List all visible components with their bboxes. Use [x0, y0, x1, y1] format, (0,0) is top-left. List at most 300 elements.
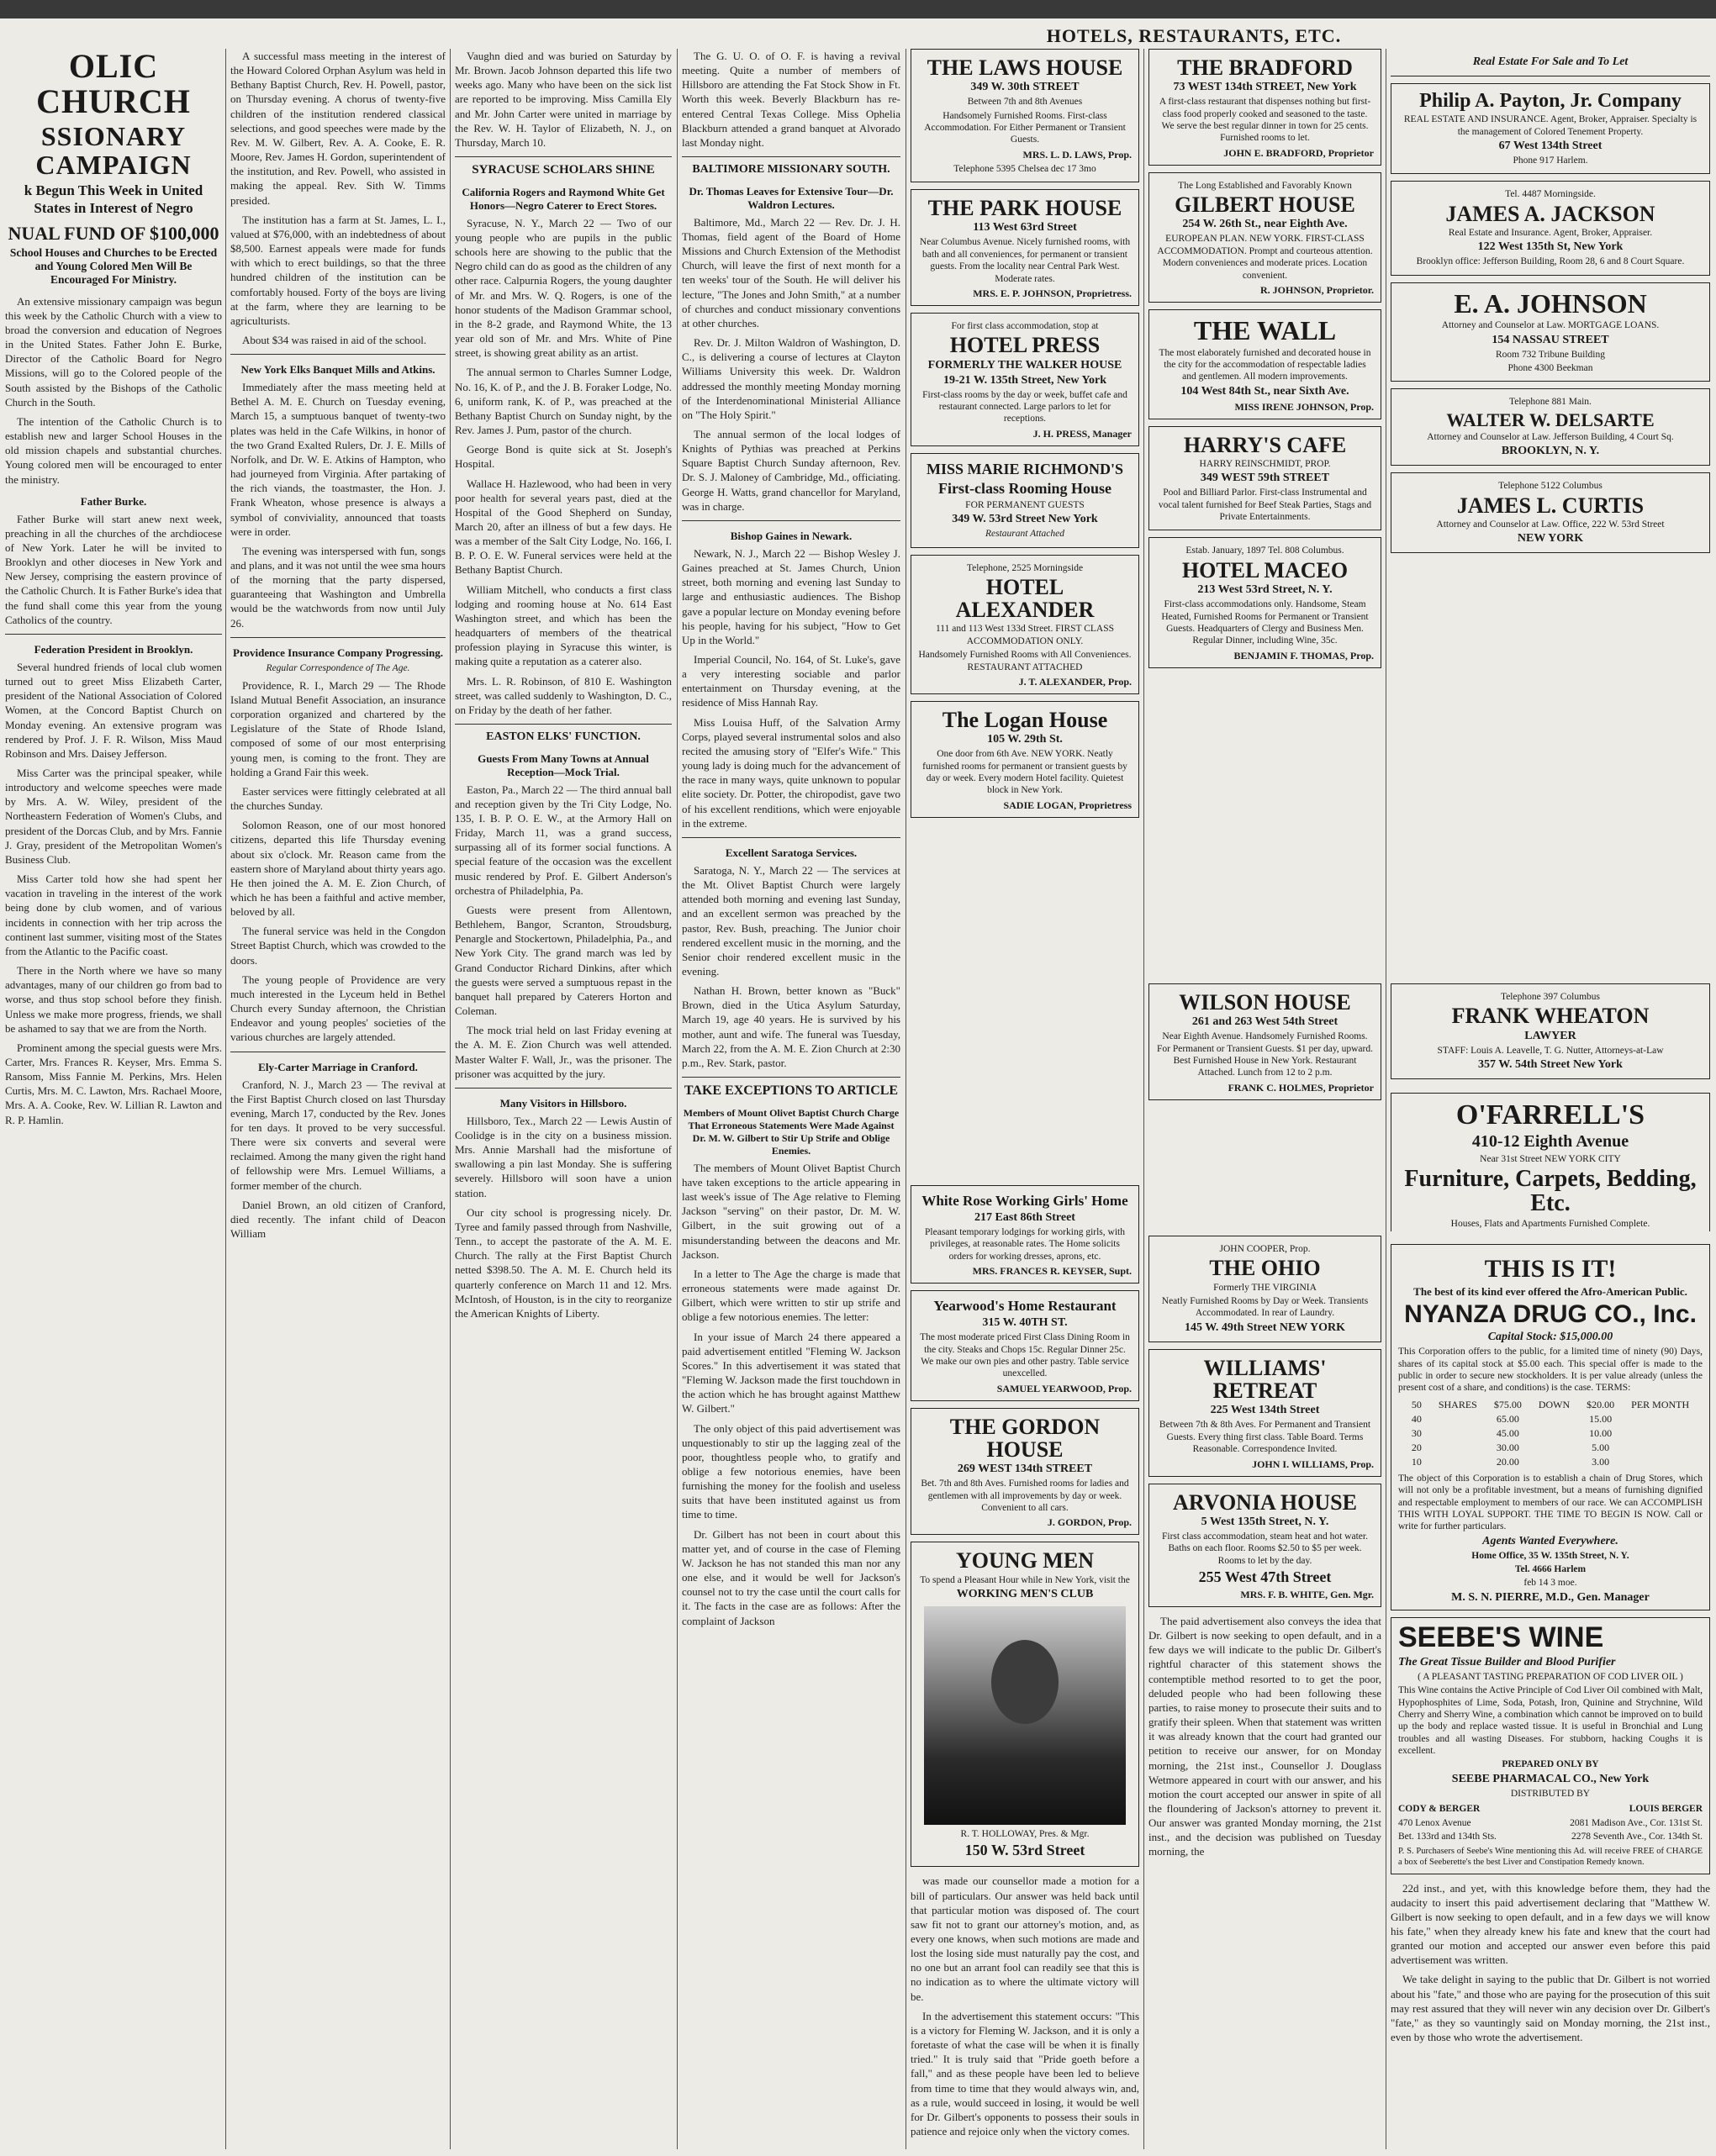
column-6-lower-ads: [1148, 1236, 1381, 2149]
ad-nyanza: [1391, 1244, 1710, 1610]
ad-telephone: Telephone 397 Columbus: [1500, 992, 1600, 1002]
ad-address: 105 W. 29th St.: [987, 733, 1063, 746]
article-paragraph: Hillsboro, Tex., March 22 — Lewis Austin of Coolidge is in the city on a business mission. Mrs. Annie Marshall had the misfortune of swallowing a pin last Monday. She is suffering severely. Hillsboro will soon have a union station.: [455, 1114, 672, 1199]
ad-address: 217 East 86th Street: [974, 1211, 1075, 1224]
ad-proprietor: JOHN E. BRADFORD, Proprietor: [1223, 146, 1374, 159]
deck-fund: NUAL FUND OF $100,000: [8, 222, 219, 244]
ad-proprietor: R. JOHNSON, Proprietor.: [1260, 283, 1374, 296]
subhead: Bishop Gaines in Newark.: [730, 529, 853, 542]
ad-the-ohio: [1148, 1236, 1381, 1342]
ad-proprietor: JOHN I. WILLIAMS, Prop.: [1252, 1458, 1374, 1470]
ad-proprietor: MRS. F. B. WHITE, Gen. Mgr.: [1240, 1588, 1374, 1600]
ad-address: 261 and 263 West 54th Street: [1191, 1015, 1338, 1029]
headline: OLIC CHURCH: [36, 49, 191, 120]
shares-cell: [1530, 1455, 1578, 1469]
shares-cell: [1623, 1426, 1698, 1441]
shares-cell: 50: [1411, 1398, 1422, 1410]
article-paragraph: Baltimore, Md., March 22 — Rev. Dr. J. H. Thomas, field agent of the Board of Home Missions and Church Extension of the Methodist Church, will leave the first of next month for a ten weeks' tour of the South. He will deliver his lecture, "The Jones and John Smith," at a number of churches and conduct missionary conventions at other churches.: [682, 215, 900, 329]
column-5-lower: [911, 1185, 1139, 2149]
ad-body: Furniture, Carpets, Bedding, Etc.: [1404, 1166, 1697, 1217]
ad-tagline: The Great Tissue Builder and Blood Purifier: [1398, 1655, 1616, 1668]
article-paragraph: Wallace H. Hazlewood, who had been in very poor health for several years past, died at the Hospital of the Good Shepherd on Sunday, March 20, after an illness of but a few days. He was a member of the Salt City Lodge, No. 166, I. B. P. O. E. W. Funeral services were held at the Bethany Baptist Church.: [455, 477, 672, 577]
article-headline: TAKE EXCEPTIONS TO ARTICLE: [684, 1083, 899, 1099]
article-paragraph: William Mitchell, who conducts a first class lodging and rooming house at No. 614 East Washington street, and which has been the headquarters of members of the theatrical profession playing in Syracuse this winter, is making quite a reputation as a caterer also.: [455, 582, 672, 668]
ad-white-rose: [911, 1185, 1139, 1284]
ad-proprietor: MRS. E. P. JOHNSON, Proprietress.: [973, 287, 1132, 299]
ad-proprietor: J. T. ALEXANDER, Prop.: [1018, 675, 1132, 688]
ad-body: The object of this Corporation is to establish a chain of Drug Stores, which will not only be a profitable investment, but a means of furnishing dignified and respectable employment to members of our race. We can ACCOMPLISH THIS WITH LOYAL SUPPORT. THE TIME TO BEGIN IS NOW. Call or write for further particulars.: [1398, 1473, 1703, 1532]
ad-body: Houses, Flats and Apartments Furnished Complete.: [1450, 1218, 1650, 1229]
article-paragraph: Syracuse, N. Y., March 22 — Two of our young people who are pupils in the public schools here are showing to the public that the Negro child can do as good as the children of any other race. Calpurnia Rogers, the young daughter of Mr. and Mrs. W. Q. Rogers, is one of the honor students of the Madison Grammar school, in the 8-2 grade, and Raymond White, the 13 year old son of Mr. and Mrs. White of Pine street, is showing great ability as an artist.: [455, 216, 672, 360]
dateline: Regular Correspondence of The Age.: [266, 662, 410, 673]
shares-row: [1403, 1441, 1698, 1455]
ad-section: Real Estate For Sale and To Let: [1472, 55, 1629, 68]
shares-cell: SHARES: [1438, 1398, 1477, 1410]
ad-name: JAMES L. CURTIS: [1456, 493, 1645, 518]
article-paragraph: Our city school is progressing nicely. Dr. Tyree and family passed through from Nashville, Tenn., to accept the pastorate of the A. M. E. Church. The rally at the First Baptist Church netted $398.50. The A. M. E. Church held its quarterly conference on March 11 and 12. Mrs. McIntosh, of Houston, is in the city to reorganize the American Knights of Liberty.: [455, 1205, 672, 1320]
ad-address: 225 West 134th Street: [1210, 1404, 1320, 1417]
ad-body: Estab. January, 1897 Tel. 808 Columbus.: [1185, 546, 1344, 556]
ad-address: 150 W. 53rd Street: [964, 1842, 1085, 1859]
ad-telephone: Telephone 5395 Chelsea dec 17 3mo: [953, 163, 1096, 174]
ad-body: To spend a Pleasant Hour while in New York, visit the: [920, 1574, 1130, 1585]
article-paragraph: The paid advertisement also conveys the idea that Dr. Gilbert is now seeking to open default, and in a few days we will indicate to the public Dr. Gilbert's rightful character of this statement shows the contemptible method resorted to to get the poor, deluded people who had been following these parties, to raise money to prosecute their suits and to gratify their spleen. When that statement was written it was already known that the court had granted our petition to receive our answer, for on Monday morning, the 21st inst., Counsellor J. Douglass Wetmore appeared in court with our answer, and his motion the court accepted our answer in spite of all the floundering of Jackson's attorney to prevent it. Our answer was granted Monday morning, the 21st inst., and the decision was published on Tuesday morning, the: [1148, 1614, 1381, 1858]
shares-cell: [1430, 1412, 1486, 1426]
ad-address: 349 WEST 59th STREET: [1200, 472, 1330, 485]
ad-title: THIS IS IT!: [1484, 1255, 1617, 1283]
shares-cell: 40: [1411, 1412, 1422, 1425]
ad-body: Room 732 Tribune Building: [1495, 349, 1606, 360]
ad-body: P. S. Purchasers of Seebe's Wine mentioning this Ad. will receive FREE of CHARGE a box of Seeberette's the best Liver and Constipation Remedy known.: [1398, 1847, 1703, 1868]
ad-caption: R. T. HOLLOWAY, Pres. & Mgr.: [960, 1829, 1090, 1840]
article-paragraph: Imperial Council, No. 164, of St. Luke's, gave a very interesting sociable and parlor entertainment on Thursday evening, at the residence of Miss Hannah Ray.: [682, 653, 900, 709]
ad-address: 357 W. 54th Street New York: [1478, 1058, 1623, 1072]
shares-cell: 20.00: [1496, 1455, 1519, 1468]
ad-body: The most moderate priced First Class Dining Room in the city. Steaks and Chops 15c. Regular Dinner 25c. We make our own pies and other pastry. Table service unexcelled.: [920, 1332, 1130, 1379]
ad-body: REAL ESTATE AND INSURANCE. Agent, Broker, Appraiser. Specialty is the management of Colored Tenement Property.: [1403, 114, 1698, 137]
ad-body: The Long Established and Favorably Known: [1178, 180, 1352, 191]
ad-body: STAFF: Louis A. Leavelle, T. G. Nutter, Attorneys-at-Law: [1437, 1045, 1664, 1056]
article-paragraph: About $34 was raised in aid of the school.: [242, 333, 427, 346]
ad-name: GILBERT HOUSE: [1175, 192, 1355, 218]
ad-body: Pleasant temporary lodgings for working girls, with privileges, at reasonable rates. The Home solicits orders for working dresses, aprons, etc.: [925, 1227, 1125, 1262]
ad-address: 113 West 63rd Street: [973, 221, 1077, 235]
article-paragraph: A successful mass meeting in the interest of the Howard Colored Orphan Asylum was held in Bethany Baptist Church, Rev. H. Powell, pastor, on Thursday evening. A chorus of twenty-five children of the institution rendered classical selections, and good speeches were made by the Rev. M. W. Gilbert, Rev. A. A. Cooke, E. R. Moore, Rev. James H. Gordon, superintendent of the institution, and Rev. Powell, who assisted in making the appeal. Rev. Sith W. Timms presided.: [230, 50, 446, 207]
ad-name: THE GORDON HOUSE: [949, 1414, 1101, 1462]
ad-address: NEW YORK: [1517, 532, 1584, 546]
ad-yearwood: [911, 1290, 1139, 1401]
ad-telephone: Phone 4300 Beekman: [1507, 363, 1593, 374]
article-headline: BALTIMORE MISSIONARY SOUTH.: [692, 163, 890, 177]
ad-proprietor: J. GORDON, Prop.: [1047, 1516, 1132, 1529]
ad-body: This Corporation offers to the public, for a limited time of ninety (90) Days, shares of its capital stock at $5.00 each. This special offer is made to the public in order to secure new stockholders. It is per value already (unless the present cost of a share, and conditions) is the case. TERMS:: [1398, 1347, 1703, 1394]
ad-arvonia-house: [1148, 1484, 1381, 1607]
article-paragraph: Miss Carter told how she had spent her vacation in traveling in the interest of the work being done by club women, and of various incidents in connection with her trip across the continent last summer, visiting most of the States from the Atlantic to the Pacific coast.: [5, 872, 222, 957]
deck: k Begun This Week in United States in Interest of Negro: [24, 182, 203, 216]
ad-address: 269 WEST 134th STREET: [957, 1463, 1093, 1476]
ad-name: THE BRADFORD: [1177, 55, 1353, 80]
ad-ea-johnson: [1391, 282, 1710, 382]
ad-address: 254 W. 26th St., near Eighth Ave.: [1182, 218, 1348, 231]
article-paragraph: Mrs. L. R. Robinson, of 810 E. Washington street, was called suddenly to Washington, D. C., on Friday by the death of her father.: [455, 674, 672, 716]
article-paragraph: Guests were present from Allentown, Bethlehem, Bangor, Scranton, Stroudsburg, Penargle and Stockertown, Philadelphia, Pa., and New York City. The grand march was led by Grand Conductor Richard Dinkins, after which the guests were served a sumptuous repast in the banquet hall prepared by Caterers Horton and Coleman.: [455, 903, 672, 1018]
big-ads-region: [1391, 1244, 1710, 2149]
shares-row: [1403, 1455, 1698, 1469]
ad-address: 154 NASSAU STREET: [1492, 333, 1609, 346]
ad-body: EUROPEAN PLAN. NEW YORK. FIRST-CLASS ACCOMMODATION. Prompt and courteous attention. Modern conveniences and moderate prices. Location convenient.: [1157, 234, 1373, 281]
article-paragraph: Easton, Pa., March 22 — The third annual ball and reception given by the Tri City Lodge, No. 135, I. B. P. O. E. W., at the Armory Hall on Friday, March 11, was a grand success, surpassing all of its former social functions. A special feature of the occasion was the excellent music rendered by Prof. E. Gilbert Anderson's orchestra of Philadelphia, Pa.: [455, 783, 672, 897]
article-paragraph: Daniel Brown, an old citizen of Cranford, died recently. The infant child of Deacon William: [230, 1198, 446, 1241]
article-paragraph: Father Burke will start anew next week, preaching in all the churches of the archdiocese of New York. Later he will be invited to Brooklyn and other dioceses in New York and New Jersey, comprising the eastern province of the Catholic Church. It is Father Burke's idea that the fund shall come this year from the young Catholics of the country.: [5, 512, 222, 626]
article-paragraph: was made our counsellor made a motion for a bill of particulars. Our answer was held back until that particular motion was disposed of. The court saw fit not to grant our attorney's motion, and, as every one knows, when such motions are made and lost the losing side must naturally pay the cost, and no one but an arrant fool can readily see that this is no indication as to where the ultimate victory will be.: [911, 1874, 1139, 2003]
ad-payton: [1391, 83, 1710, 174]
ad-proprietor: BENJAMIN F. THOMAS, Prop.: [1233, 649, 1374, 662]
ad-name: HARRY'S CAFE: [1183, 432, 1347, 457]
ad-name: SEEBE'S WINE: [1398, 1621, 1604, 1653]
ad-name: E. A. JOHNSON: [1454, 287, 1647, 319]
ad-telephone: Tel. 4666 Harlem: [1514, 1564, 1587, 1574]
article-paragraph: The members of Mount Olivet Baptist Church have taken exceptions to the article appearing in last week's issue of The Age relative to Fleming Jackson "serving" on their pastor, Dr. M. W. Gilbert, in the suit growing out of a misunderstanding between the deacons and Mr. Jackson.: [682, 1161, 900, 1261]
ad-proprietor: HARRY REINSCHMIDT, PROP.: [1199, 458, 1331, 469]
ad-body: Near Eighth Avenue. Handsomely Furnished Rooms. For Permanent or Transient Guests. $1 per day, upward. Best Furnished House in New York. Restaurant Attached. Lunch from 12 to 2 p.m.: [1156, 1031, 1373, 1078]
section-title: HOTELS, RESTAURANTS, ETC.: [1046, 25, 1342, 46]
column-7-furniture: [1391, 1093, 1710, 1231]
ad-body: One door from 6th Ave. NEW YORK. Neatly furnished rooms for permanent or transient guests by day or week. Every modern Hotel facility. Quietest block in New York.: [922, 749, 1127, 796]
subhead: Providence Insurance Company Progressing.: [233, 646, 443, 659]
ad-body: FOR PERMANENT GUESTS: [965, 499, 1085, 510]
shares-cell: [1430, 1455, 1486, 1469]
shares-cell: [1430, 1426, 1486, 1441]
shares-cell: 10.00: [1589, 1426, 1613, 1439]
ad-address: 470 Lenox Avenue: [1398, 1817, 1471, 1828]
ad-distributor: CODY & BERGER: [1398, 1804, 1481, 1815]
shares-cell: 15.00: [1589, 1412, 1613, 1425]
shares-cell: 65.00: [1496, 1412, 1519, 1425]
ad-name: THE LAWS HOUSE: [927, 55, 1123, 80]
column-1: [5, 49, 222, 2149]
ad-proprietor: MRS. FRANCES R. KEYSER, Supt.: [972, 1265, 1132, 1278]
ad-body: DISTRIBUTED BY: [1510, 1788, 1591, 1799]
shares-cell: 20: [1411, 1441, 1422, 1453]
article-paragraph: Vaughn died and was buried on Saturday by Mr. Brown. Jacob Johnson departed this life two weeks ago. Many who have been on the sick list are reported to be improving. Miss Camilla Ely and Mr. John Carter were united in marriage by the Rev. W. H. Taylor of Elizabeth, N. J., on Thursday, March 10.: [455, 50, 672, 149]
ad-name: WALTER W. DELSARTE: [1446, 409, 1655, 430]
shares-cell: 10: [1411, 1455, 1422, 1468]
ad-name: MISS MARIE RICHMOND'S: [926, 460, 1124, 477]
ad-name: Yearwood's Home Restaurant: [933, 1298, 1117, 1315]
ad-proprietor: M. S. N. PIERRE, M.D., Gen. Manager: [1451, 1590, 1650, 1604]
ad-address: 315 W. 40TH ST.: [982, 1316, 1068, 1330]
article-paragraph: There in the North where we have so many advantages, many of our children go from bad to worse, and thus stop school before they finish. Unless we make more progress, friends, we shall be ashamed to say that we are from the North.: [5, 964, 222, 1035]
shares-table: [1403, 1398, 1698, 1469]
shares-row: [1403, 1398, 1698, 1412]
ad-name: O'FARRELL'S: [1455, 1099, 1645, 1131]
ad-proprietor: MISS IRENE JOHNSON, Prop.: [1234, 400, 1374, 413]
ad-company: SEEBE PHARMACAL CO., New York: [1451, 1772, 1650, 1785]
subhead: Dr. Thomas Leaves for Extensive Tour—Dr. Waldron Lectures.: [689, 184, 894, 211]
ad-name: WILSON HOUSE: [1179, 990, 1351, 1015]
column-2: [230, 49, 446, 2149]
ad-hotel-maceo: [1148, 537, 1381, 667]
article-paragraph: Miss Carter was the principal speaker, while introductory and welcome speeches were made by Mrs. A. W. Wiley, president of the Northeastern Federation of Women's Clubs, and president of the Dorcas Club, and by Mrs. Fannie J. Gray, president of the Metropolitan Women's Business Club.: [5, 767, 222, 866]
ad-body: First-class rooms by the day or week, buffet cafe and restaurant connected. Large parlors to let for receptions.: [922, 389, 1127, 424]
ad-hotel-alexander: [911, 555, 1139, 694]
ad-proprietor: SAMUEL YEARWOOD, Prop.: [996, 1382, 1132, 1394]
ad-the-wall: [1148, 309, 1381, 419]
ad-body: Bet. 7th and 8th Aves. Furnished rooms for ladies and gentlemen with all improvements by day or week. Convenient to all cars.: [921, 1479, 1129, 1513]
column-rule: [1143, 49, 1144, 2149]
article-headline: EASTON ELKS' FUNCTION.: [486, 730, 641, 743]
ad-body: First-class accommodations only. Handsome, Steam Heated, Furnished Rooms for Permanent or Transient Guests. Headquarters of Clergy and Business Men. Regular Dinner, including Wine, 35c.: [1161, 599, 1369, 646]
shares-cell: [1430, 1441, 1486, 1455]
ad-name: THE WALL: [1193, 314, 1337, 345]
ad-proprietor: SADIE LOGAN, Proprietress: [1003, 799, 1132, 811]
ad-body: LAWYER: [1524, 1029, 1576, 1042]
ad-body: PREPARED ONLY BY: [1502, 1759, 1599, 1770]
article-paragraph: Prominent among the special guests were Mrs. Carter, Mrs. Frances R. Keyser, Mrs. Emma S. Ransom, Miss Fannie M. Perkins, Mrs. Helen Curtis, Mrs. M. C. Lawton, Mrs. Rachael Moore, Mrs. A. A. Cooke, Rev. W. Lillian R. Lawton and R. P. Hamlin.: [5, 1041, 222, 1126]
deck-sub: School Houses and Churches to be Erected and Young Colored Men Will Be Encouraged For Ministry.: [9, 246, 218, 287]
article-paragraph: Cranford, N. J., March 23 — The revival at the First Baptist Church closed on last Thursday evening, March 17, conducted by the Rev. Jones for ten days. It proved to be very successful. There were six converts and several were reclaimed. Among the many given the right hand of fellowship were Mrs. Lemuel Williams, a former member of the church.: [230, 1078, 446, 1192]
subhead: Excellent Saratoga Services.: [725, 846, 858, 859]
ad-address: 349 W. 53rd Street New York: [952, 513, 1098, 526]
ad-name: HOTEL ALEXANDER: [955, 574, 1095, 623]
shares-row: [1403, 1426, 1698, 1441]
portrait-photo: [924, 1606, 1126, 1825]
shares-cell: $20.00: [1587, 1398, 1615, 1410]
ad-james-jackson: [1391, 181, 1710, 275]
subhead: New York Elks Banquet Mills and Atkins.: [240, 363, 436, 377]
ad-address: 213 West 53rd Street, N. Y.: [1197, 583, 1333, 597]
article-paragraph: Immediately after the mass meeting held at Bethel A. M. E. Church on Tuesday evening, March 15, a sumptuous banquet of twenty-two plates was held in the Cafe Wilkins, in honor of the two Grand Exalted Rulers, Dr. J. E. Mills of Norfolk, and Dr. W. E. Atkins of Hampton, who had journeyed from Virginia. After partaking of the rich viands, the toastmaster, the Hon. J. Frank Wheaton, whose presence is always a symbol of conviviality, announced that toasts were in order.: [230, 381, 446, 538]
ad-body: Pool and Billiard Parlor. First-class Instrumental and vocal talent furnished for Beef Steak Parties, Stags and Private Entertainments.: [1158, 488, 1372, 523]
ad-telephone: Phone 917 Harlem.: [1513, 155, 1588, 166]
ad-address: 5 West 135th Street, N. Y.: [1201, 1515, 1329, 1528]
shares-row: [1403, 1412, 1698, 1426]
ad-telephone: Telephone 5122 Columbus: [1498, 481, 1602, 492]
ad-harrys-cafe: [1148, 426, 1381, 531]
ad-body: This Wine contains the Active Principle of Cod Liver Oil combined with Malt, Hypophosphites of Lime, Soda, Potash, Iron, Quinine and Strychnine, Wild Cherry and Sherry Wine, a combination which cannot be improved on to build up the body and replace wasted tissue. It is useful in Bronchial and Lung troubles and all wasting Diseases. For stubborn, hacking Coughs it is excellent.: [1398, 1685, 1703, 1756]
ad-name: FRANK WHEATON: [1451, 1004, 1650, 1029]
shares-cell: [1530, 1412, 1578, 1426]
ad-address: 255 West 47th Street: [1198, 1568, 1332, 1585]
ad-address: 67 West 134th Street: [1498, 139, 1602, 152]
ad-section-header: [1391, 49, 1710, 76]
ad-seebe: [1391, 1617, 1710, 1874]
ad-body: Attorney and Counselor at Law. Jefferson Building, 4 Court Sq.: [1427, 431, 1674, 442]
ad-name: ARVONIA HOUSE: [1173, 1489, 1357, 1515]
ad-address: Near 31st Street NEW YORK CITY: [1480, 1153, 1621, 1164]
article-paragraph: Solomon Reason, one of our most honored citizens, departed this life Thursday evening about six o'clock. Mr. Reason came from the eastern shore of Maryland about thirty years ago. He then joined the A. M. E. Zion Church, of which he has been a faithful and active member, beloved by all.: [230, 819, 446, 919]
article-paragraph: The funeral service was held in the Congdon Street Baptist Church, which was crowded to the doors.: [230, 925, 446, 967]
shares-cell: [1623, 1412, 1698, 1426]
ad-hotel-press: [911, 313, 1139, 446]
column-rule: [450, 49, 451, 2149]
ad-ofarrell: [1391, 1093, 1710, 1231]
article-paragraph: The only object of this paid advertisement was unquestionably to stir up the lagging zeal of the poor, thoughtless people who, to gratify and oblige a few notorious enemies, have been furnishing the money for the foolish and useless suits that have been instituted against us from time to time.: [682, 1421, 900, 1521]
subhead: California Rogers and Raymond White Get Honors—Negro Caterer to Erect Stores.: [462, 185, 665, 212]
ad-body: Handsomely Furnished Rooms with All Conveniences. RESTAURANT ATTACHED: [918, 650, 1132, 672]
ad-richmond: [911, 453, 1139, 548]
shares-cell: $75.00: [1493, 1398, 1522, 1410]
ad-body: Handsomely Furnished Rooms. First-class Accommodation. For Either Permanent or Transient Guests.: [924, 110, 1126, 145]
ad-body: Agents Wanted Everywhere.: [1482, 1534, 1618, 1547]
ad-address: 410-12 Eighth Avenue: [1471, 1131, 1629, 1151]
ad-distributor: LOUIS BERGER: [1629, 1804, 1703, 1815]
subhead: Many Visitors in Hillsboro.: [499, 1096, 627, 1110]
ad-body: Attorney and Counselor at Law. Office, 222 W. 53rd Street: [1436, 519, 1665, 530]
ad-body: ( A PLEASANT TASTING PREPARATION OF COD LIVER OIL ): [1418, 1671, 1683, 1682]
ad-address: 111 and 113 West 133d Street. FIRST CLASS ACCOMMODATION ONLY.: [935, 624, 1115, 646]
ad-wilson-house: [1148, 983, 1381, 1100]
ad-body: Formerly THE VIRGINIA: [1213, 1282, 1317, 1293]
ad-name: Philip A. Payton, Jr. Company: [1419, 90, 1682, 112]
ad-name: WILLIAMS' RETREAT: [1203, 1355, 1327, 1404]
top-border: [0, 0, 1716, 18]
ad-address: 122 West 135th St, New York: [1477, 240, 1624, 254]
ad-body: First class accommodation, steam heat and hot water. Baths on each floor. Rooms $2.50 to $5 per week. Rooms to let by the day.: [1162, 1531, 1368, 1566]
shares-cell: PER MONTH: [1631, 1398, 1690, 1410]
shares-cell: 45.00: [1496, 1426, 1519, 1439]
ad-body: A first-class restaurant that dispenses nothing but first-class food properly cooked and seasoned to the taste. We serve the best regular dinner in town for 25 cents. Furnished rooms to let.: [1159, 97, 1371, 144]
headline-2: SSIONARY CAMPAIGN: [35, 121, 192, 180]
shares-cell: [1530, 1441, 1578, 1455]
ad-logan-house: [911, 701, 1139, 818]
article-paragraph: The annual sermon of the local lodges of Knights of Pythias was preached at Perkins Square Baptist Church Sunday afternoon, Rev. Dr. S. J. Maloney of Cambridge, Md., officiating. George H. Watts, grand chancellor for Maryland, was in charge.: [682, 427, 900, 513]
ad-body: Real Estate and Insurance. Agent, Broker, Appraiser.: [1448, 227, 1653, 238]
ad-address: Home Office, 35 W. 135th Street, N. Y.: [1471, 1550, 1629, 1561]
ad-curtis: [1391, 472, 1710, 553]
subhead: Members of Mount Olivet Baptist Church Charge That Erroneous Statements Were Made Against Dr. M. W. Gilbert to Stir Up Strife and Oblige Enemies.: [683, 1106, 900, 1157]
article-paragraph: The evening was interspersed with fun, songs and plans, and it was not until the wee sma hours of the morning that the party dispersed, guaranteeing that Washington and Umbrella would be the watchwords from now until July 26.: [230, 544, 446, 630]
shares-cell: DOWN: [1538, 1398, 1571, 1410]
ad-capital: Capital Stock: $15,000.00: [1487, 1331, 1613, 1344]
article-paragraph: Easter services were fittingly celebrated at all the churches Sunday.: [230, 784, 446, 813]
article-paragraph: 22d inst., and yet, with this knowledge before them, they had the audacity to insert this paid advertisement declaring that "Matthew W. Gilbert is now seeking to open default, and in a few days we will know his fate," when they already knew his fate and knew that the court had granted our motion and accepted our answer even before this paid advertisement was written.: [1391, 1881, 1710, 1967]
column-rule: [677, 49, 678, 2149]
article-paragraph: Rev. Dr. J. Milton Waldron of Washington, D. C., is delivering a course of lectures at Clayton Williams University this week. Dr. Waldron addressed the monthly meeting Monday morning of the Interdenominational Ministerial Alliance on "The Holy Spirit.": [682, 336, 900, 421]
ad-address: 145 W. 49th Street NEW YORK: [1184, 1320, 1346, 1334]
ad-address: BROOKLYN, N. Y.: [1501, 445, 1600, 458]
ad-body: The best of its kind ever offered the Afro-American Public.: [1413, 1285, 1687, 1298]
article-paragraph: Miss Louisa Huff, of the Salvation Army Corps, played several instrumental solos and also recited the amusing story of "Elfer's Wife." This young lady is doing much for the advancement of the race in many ways, quite unknown to popular elite society. Dr. Potter, the chiropodist, gave two of his excellent renditions, which were enjoyable in the extreme.: [682, 715, 900, 830]
ad-body: Attorney and Counselor at Law. MORTGAGE LOANS.: [1441, 320, 1660, 331]
article-paragraph: Nathan H. Brown, better known as "Buck" Brown, died in the Utica Asylum Saturday, March 19, age 40 years. He is survived by his mother, aunt and wife. The funeral was Tuesday, March 22, from the A. M. E. Zion Church at 2:30 p.m., Rev. Stark, pastor.: [682, 984, 900, 1069]
ad-body: Near Columbus Avenue. Nicely furnished rooms, with bath and all conveniences, for permanent or transient guests. From the locality near Central Park West. Moderate rates.: [919, 237, 1131, 284]
article-paragraph: Providence, R. I., March 29 — The Rhode Island Mutual Benefit Association, an insurance corporation organized and chartered by the Legislature of the State of Rhode Island, composed of some of our most enterprising young men, is coming to the front. They are holding a Grand Fair this week.: [230, 678, 446, 778]
ad-proprietor: FRANK C. HOLMES, Proprietor: [1228, 1081, 1374, 1094]
ad-proprietor: JOHN COOPER, Prop.: [1219, 1244, 1311, 1254]
ad-name: JAMES A. JACKSON: [1445, 201, 1655, 226]
ad-body: For first class accommodation, stop at: [951, 320, 1099, 331]
ad-telephone: Telephone, 2525 Morningside: [966, 562, 1084, 573]
ad-body: Between 7th and 8th Avenues: [967, 97, 1083, 108]
ad-frank-wheaton: [1391, 983, 1710, 1079]
ad-body: Restaurant Attached: [985, 529, 1064, 540]
article-paragraph: Newark, N. J., March 22 — Bishop Wesley J. Gaines preached at St. James Church, Union street, both morning and evening last Sunday to large and enthusiastic audiences. The Bishop gave a popular lecture on Monday evening before his people, having for his subject, "How to Get Up in the World.": [682, 546, 900, 646]
ad-name: First-class Rooming House: [938, 479, 1111, 497]
shares-cell: [1623, 1441, 1698, 1455]
ad-name: THE OHIO: [1209, 1256, 1321, 1281]
subhead: Federation President in Brooklyn.: [34, 642, 193, 656]
ad-bradford: [1148, 49, 1381, 166]
ad-park-house: [911, 189, 1139, 306]
ad-date: feb 14 3 moe.: [1523, 1578, 1577, 1589]
column-rule: [225, 49, 226, 2149]
ad-proprietor: MRS. L. D. LAWS, Prop.: [1022, 148, 1132, 161]
ad-gordon-house: [911, 1408, 1139, 1536]
ad-telephone: Telephone 881 Main.: [1509, 397, 1592, 408]
article-paragraph: Several hundred friends of local club women turned out to greet Miss Elizabeth Carter, president of the National Association of Colored Women, at the Concord Baptist Church on Monday evening. An extensive program was rendered by Prof. J. F. R. Wilson, Miss Maud Robinson and Mrs. Daisey Jefferson.: [5, 660, 222, 760]
article-paragraph: An extensive missionary campaign was begun this week by the Catholic Church with a view to broad the conversion and education of Negroes in the United States. Father John E. Burke, Director of the Catholic Board for Negro Missions, will go to the Colored people of the South assisted by the Bishops of the Catholic Church in the South.: [5, 294, 222, 409]
ad-gilbert-house: [1148, 172, 1381, 303]
ad-name: THE PARK HOUSE: [927, 196, 1122, 221]
article-headline: SYRACUSE SCHOLARS SHINE: [472, 163, 655, 177]
ad-body: Between 7th & 8th Aves. For Permanent and Transient Guests. Every thing first class. Table Board. Terms Reasonable. Correspondence Invited.: [1159, 1420, 1371, 1455]
ad-address: Bet. 133rd and 134th Sts.: [1398, 1831, 1497, 1842]
article-paragraph: The intention of the Catholic Church is to establish new and larger School Houses in the old mission chapels and substantial churches. Young colored men will be encouraged to enter the ministry.: [5, 414, 222, 486]
shares-cell: 30.00: [1496, 1441, 1519, 1453]
subhead: Father Burke.: [80, 494, 147, 508]
article-paragraph: The G. U. O. of O. F. is having a revival meeting. Quite a number of members of Hillsboro are attending the Fat Stock Show in Ft. Worth this week. Beverly Blackburn has re-entered Central Texas College. Miss Ophelia Blackburn attended a grand banquet at Alvorado last Monday night.: [682, 50, 900, 149]
ad-body: The most elaborately furnished and decorated house in the city for the accommodation of respectable ladies and gentlemen. All modern improvements.: [1159, 347, 1371, 382]
ad-body: Brooklyn office: Jefferson Building, Room 28, 6 and 8 Court Square.: [1416, 256, 1685, 267]
article-paragraph: The institution has a farm at St. James, L. I., valued at $76,000, with an indebtedness of about $8,500. Earnest appeals were made for funds with which to erect buildings, so that the three hundred children of the institution can be comfortably housed. Forty of the boys are living at the farm, where they are learning to be agriculturists.: [230, 213, 446, 327]
ad-williams-retreat: [1148, 1349, 1381, 1477]
ad-name: HOTEL MACEO: [1181, 557, 1349, 582]
ad-name: NYANZA DRUG CO., Inc.: [1404, 1300, 1697, 1329]
shares-cell: 5.00: [1592, 1441, 1610, 1453]
shares-cell: 30: [1411, 1426, 1422, 1439]
column-3: [455, 49, 672, 2149]
article-paragraph: George Bond is quite sick at St. Joseph's Hospital.: [455, 443, 672, 471]
shares-cell: [1530, 1426, 1578, 1441]
ad-body: Neatly Furnished Rooms by Day or Week. Transients Accommodated. In rear of Laundry.: [1161, 1296, 1369, 1319]
column-4: [682, 49, 900, 2149]
ad-delsarte: [1391, 388, 1710, 466]
ad-address: 2278 Seventh Ave., Cor. 134th St.: [1571, 1831, 1703, 1842]
subhead: Guests From Many Towns at Annual Reception—Mock Trial.: [478, 751, 649, 778]
column-6-mid: [1148, 983, 1381, 1231]
article-paragraph: In the advertisement this statement occurs: "This is a victory for Fleming W. Jackson, and it is only a foretaste of what the case will be when it is finally tried." It is truly said that "Pride goeth before a fall," and as these people have been led to believe from time to time that they would always win, and, as a rule, would succeed in losing, it would be well for Dr. Gilbert's opponents to possess their souls in patience and rejoice only when the victory comes.: [911, 2009, 1139, 2138]
article-paragraph: Dr. Gilbert has not been in court about this matter yet, and of course in the case of Fleming W. Jackson he has not standed this man nor any one else, and it would be well for Jackson's counsel not to try the case until the court calls for it. The facts in the case are as follows: After the complaint of Jackson: [682, 1527, 900, 1627]
article-paragraph: In your issue of March 24 there appeared a paid advertisement entitled "Fleming W. Jackson Scores." In this advertisement it was stated that "Fleming W. Jackson made the first touchdown in the action which he has brought against Matthew W. Gilbert.": [682, 1330, 900, 1415]
subhead: Ely-Carter Marriage in Cranford.: [258, 1060, 418, 1073]
ad-address: 73 WEST 134th STREET, New York: [1173, 81, 1357, 94]
article-paragraph: Saratoga, N. Y., March 22 — The services at the Mt. Olivet Baptist Church were largely attended both morning and evening last Sunday, and an excellent sermon was preached by the pastor, Rev. Bush, preaching. The Junior choir rendered excellent music in the morning, and the Senior choir rendered excellent music in the evening.: [682, 863, 900, 978]
ad-name: White Rose Working Girls' Home: [921, 1193, 1128, 1209]
ad-name: WORKING MEN'S CLUB: [956, 1588, 1094, 1601]
ad-body: FORMERLY THE WALKER HOUSE: [927, 358, 1122, 372]
article-paragraph: In a letter to The Age the charge is made that erroneous statements were made against Dr. Gilbert, which were written to stir up strife and oblige a few notorious enemies. The letter:: [682, 1267, 900, 1324]
ad-proprietor: J. H. PRESS, Manager: [1032, 427, 1132, 440]
ad-address: 2081 Madison Ave., Cor. 131st St.: [1570, 1817, 1703, 1828]
article-paragraph: The mock trial held on last Friday evening at the A. M. E. Zion Church was well attended. Master Walter F. Wall, Jr., was the prisoner. The prisoner was acquitted by the jury.: [455, 1024, 672, 1080]
ad-name: YOUNG MEN: [956, 1548, 1094, 1574]
column-5-ads: [911, 49, 1139, 1181]
article-paragraph: The annual sermon to Charles Sumner Lodge, No. 16, K. of P., and the J. B. Foraker Lodge, No. 6, uniform rank, K. of P., was preached at the Bethany Baptist Church on Sunday night, by the Rev. James J. Pum, pastor of the church.: [455, 366, 672, 437]
article-paragraph: We take delight in saying to the public that Dr. Gilbert is not worried about his "fate," and those who are paying for the prosecution of this suit may rest assured that they will never win any decision over Dr. Gilbert's "fate," as they so vauntingly said on Monday morning, the 21st inst., even by those who wrote the advertisement.: [1391, 1973, 1710, 2044]
shares-cell: 3.00: [1592, 1455, 1610, 1468]
ad-address: 349 W. 30th STREET: [970, 81, 1080, 94]
article-paragraph: The young people of Providence are very much interested in the Lyceum held in Bethel Church every Sunday afternoon, the Christian Endeavor and young peoples' societies of the various churches are largely attended.: [230, 973, 446, 1044]
ad-telephone: Tel. 4487 Morningside.: [1505, 189, 1596, 200]
ad-laws-house: [911, 49, 1139, 182]
ad-address: 19-21 W. 135th Street, New York: [942, 373, 1107, 387]
shares-cell: [1623, 1455, 1698, 1469]
ad-name: The Logan House: [942, 707, 1108, 732]
ad-young-men: [911, 1542, 1139, 1867]
ad-address: 104 West 84th St., near Sixth Ave.: [1180, 384, 1349, 398]
ad-name: HOTEL PRESS: [949, 333, 1101, 358]
